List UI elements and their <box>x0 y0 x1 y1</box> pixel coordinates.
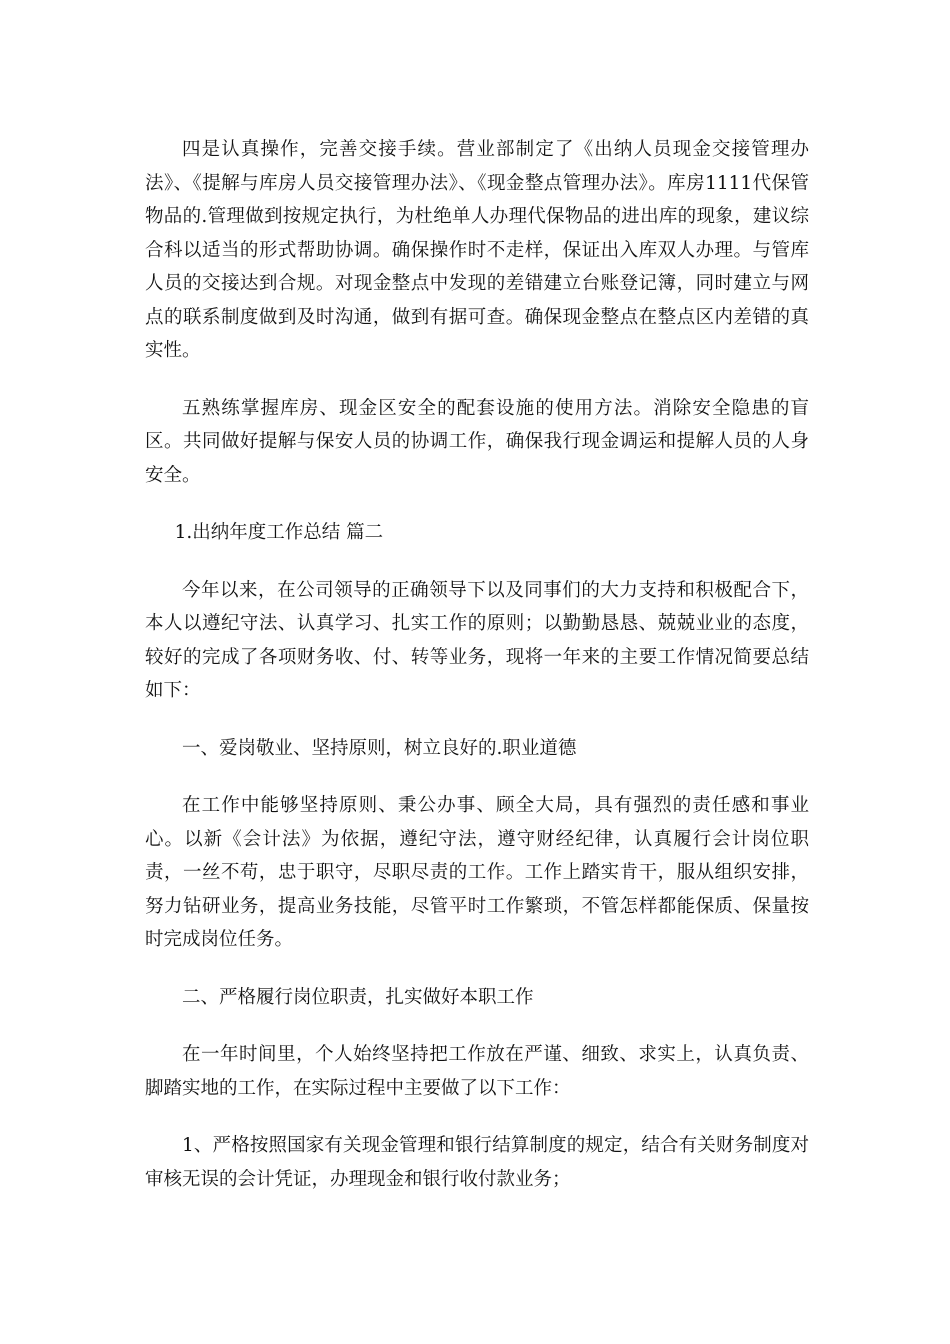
paragraph-principles: 在工作中能够坚持原则、秉公办事、顾全大局，具有强烈的责任感和事业心。以新《会计法》为依据，遵纪守法，遵守财经纪律，认真履行会计岗位职责，一丝不苟，忠于职守，尽职尽责的工作。工作上踏实肯干，服从组织安排，努力钻研业务，提高业务技能，尽管平时工作繁琐，不管怎样都能保质、保量按时完成岗位任务。 <box>145 795 809 950</box>
paragraph-handover-procedures: 四是认真操作，完善交接手续。营业部制定了《出纳人员现金交接管理办法》、《提解与库房人员交接管理办法》、《现金整点管理办法》。库房1111代保管物品的.管理做到按规定执行，为杜绝单人办理代保物品的进出库的现象，建议综合科以适当的形式帮助协调。确保操作时不走样，保证出入库双人办理。与管库人员的交接达到合规。对现金整点中发现的差错建立台账登记簿，同时建立与网点的联系制度做到及时沟通，做到有据可查。确保现金整点在整点区内差错的真实性。 <box>145 139 809 361</box>
subheading-professional-ethics: 一、爱岗敬业、坚持原则，树立良好的.职业道德 <box>182 737 577 759</box>
subheading-job-duties: 二、严格履行岗位职责，扎实做好本职工作 <box>182 986 534 1008</box>
document-body <box>145 133 809 1196</box>
paragraph-cash-management: 1、严格按照国家有关现金管理和银行结算制度的规定，结合有关财务制度对审核无误的会计凭证，办理现金和银行收付款业务； <box>145 1135 809 1190</box>
paragraph-year-work: 在一年时间里，个人始终坚持把工作放在严谨、细致、求实上，认真负责、脚踏实地的工作，在实际过程中主要做了以下工作： <box>145 1044 809 1099</box>
paragraph-intro-summary: 今年以来，在公司领导的正确领导下以及同事们的大力支持和积极配合下，本人以遵纪守法、认真学习、扎实工作的原则；以勤勤恳恳、兢兢业业的态度，较好的完成了各项财务收、付、转等业务，现将一年来的主要工作情况简要总结如下： <box>145 579 809 701</box>
section-heading-part-two: 1.出纳年度工作总结 篇二 <box>174 522 384 543</box>
paragraph-vault-safety: 五熟练掌握库房、现金区安全的配套设施的使用方法。消除安全隐患的盲区。共同做好提解与保安人员的协调工作，确保我行现金调运和提解人员的人身安全。 <box>145 397 809 486</box>
